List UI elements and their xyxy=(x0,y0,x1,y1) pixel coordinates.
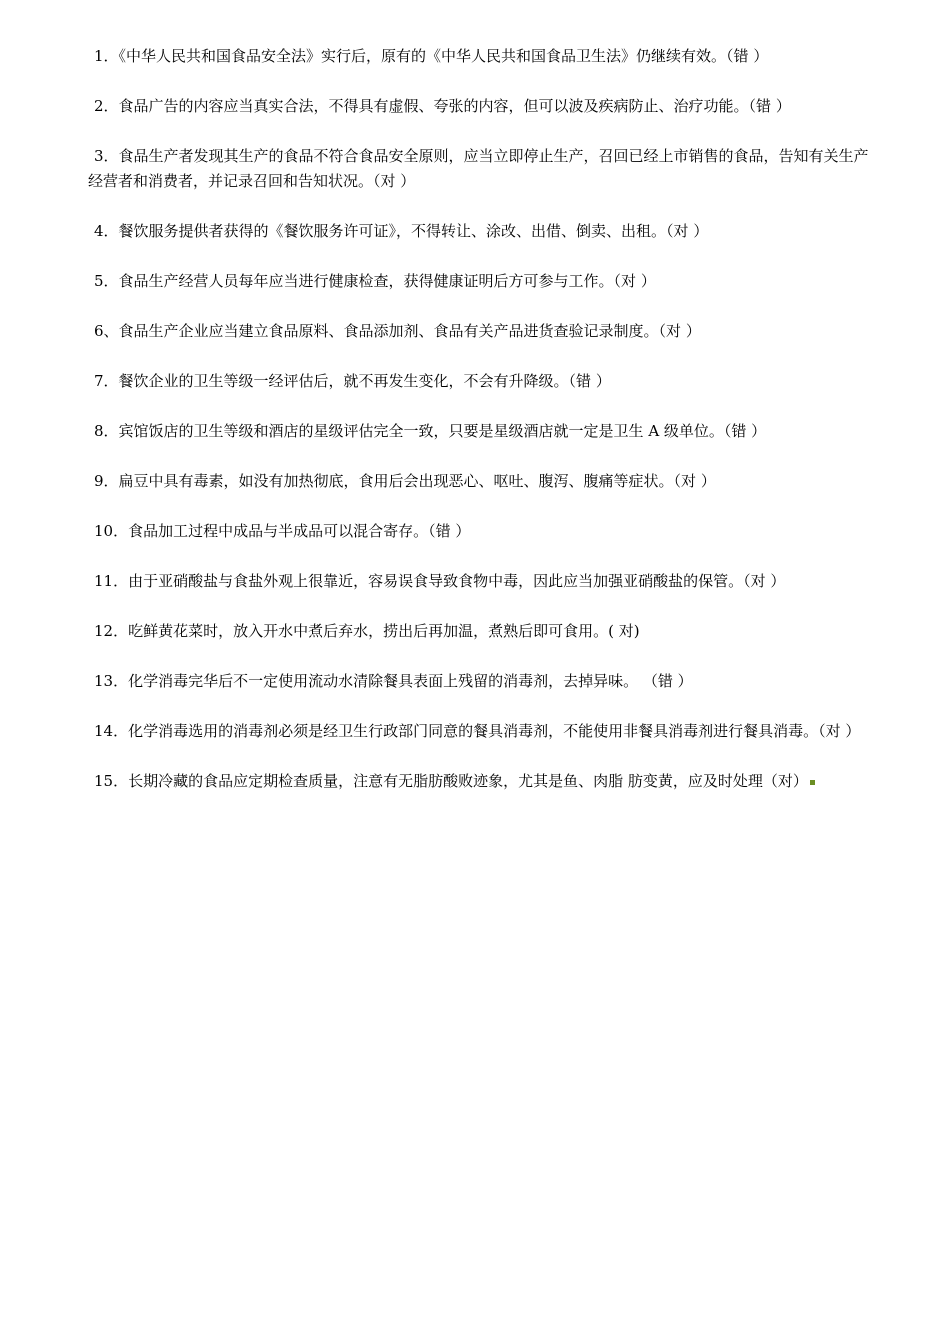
question-10: 10．食品加工过程中成品与半成品可以混合寄存。（错 ） xyxy=(94,522,471,540)
question-8: 8．宾馆饭店的卫生等级和酒店的星级评估完全一致，只要是星级酒店就一定是卫生 A 级单位。（错 ） xyxy=(94,422,767,440)
document-body xyxy=(88,44,878,819)
end-marker-icon xyxy=(810,780,815,785)
question-6: 6、食品生产企业应当建立食品原料、食品添加剂、食品有关产品进货查验记录制度。（对 ） xyxy=(94,322,701,340)
question-9: 9．扁豆中具有毒素，如没有加热彻底，食用后会出现恶心、呕吐、腹泻、腹痛等症状。（对 ） xyxy=(94,472,716,490)
question-13: 13．化学消毒完华后不一定使用流动水清除餐具表面上残留的消毒剂，去掉异味。 （错 ） xyxy=(94,672,693,690)
question-7: 7．餐饮企业的卫生等级一经评估后，就不再发生变化，不会有升降级。（错 ） xyxy=(94,372,611,390)
question-11: 11．由于亚硝酸盐与食盐外观上很靠近，容易误食导致食物中毒，因此应当加强亚硝酸盐的保管。（对 ） xyxy=(94,572,786,590)
question-1: 1．《中华人民共和国食品安全法》实行后，原有的《中华人民共和国食品卫生法》仍继续有效。（错 ） xyxy=(94,47,769,65)
question-3: 3．食品生产者发现其生产的食品不符合食品安全原则，应当立即停止生产，召回已经上市销售的食品，告知有关生产经营者和消费者，并记录召回和告知状况。（对 ） xyxy=(88,147,869,190)
question-15-text: 15．长期冷藏的食品应定期检查质量，注意有无脂肪酸败迹象，尤其是鱼、肉脂 肪变黄，应及时处理（对） xyxy=(94,772,808,790)
question-14: 14．化学消毒选用的消毒剂必须是经卫生行政部门同意的餐具消毒剂，不能使用非餐具消毒剂进行餐具消毒。（对 ） xyxy=(94,722,861,740)
question-2: 2．食品广告的内容应当真实合法，不得具有虚假、夸张的内容，但可以波及疾病防止、治疗功能。（错 ） xyxy=(94,97,791,115)
question-12: 12．吃鲜黄花菜时，放入开水中煮后弃水，捞出后再加温，煮熟后即可食用。( 对) xyxy=(94,622,640,640)
question-15 xyxy=(88,769,878,794)
question-5: 5．食品生产经营人员每年应当进行健康检查，获得健康证明后方可参与工作。（对 ） xyxy=(94,272,656,290)
question-4: 4．餐饮服务提供者获得的《餐饮服务许可证》，不得转让、涂改、出借、倒卖、出租。（对 ） xyxy=(94,222,709,240)
